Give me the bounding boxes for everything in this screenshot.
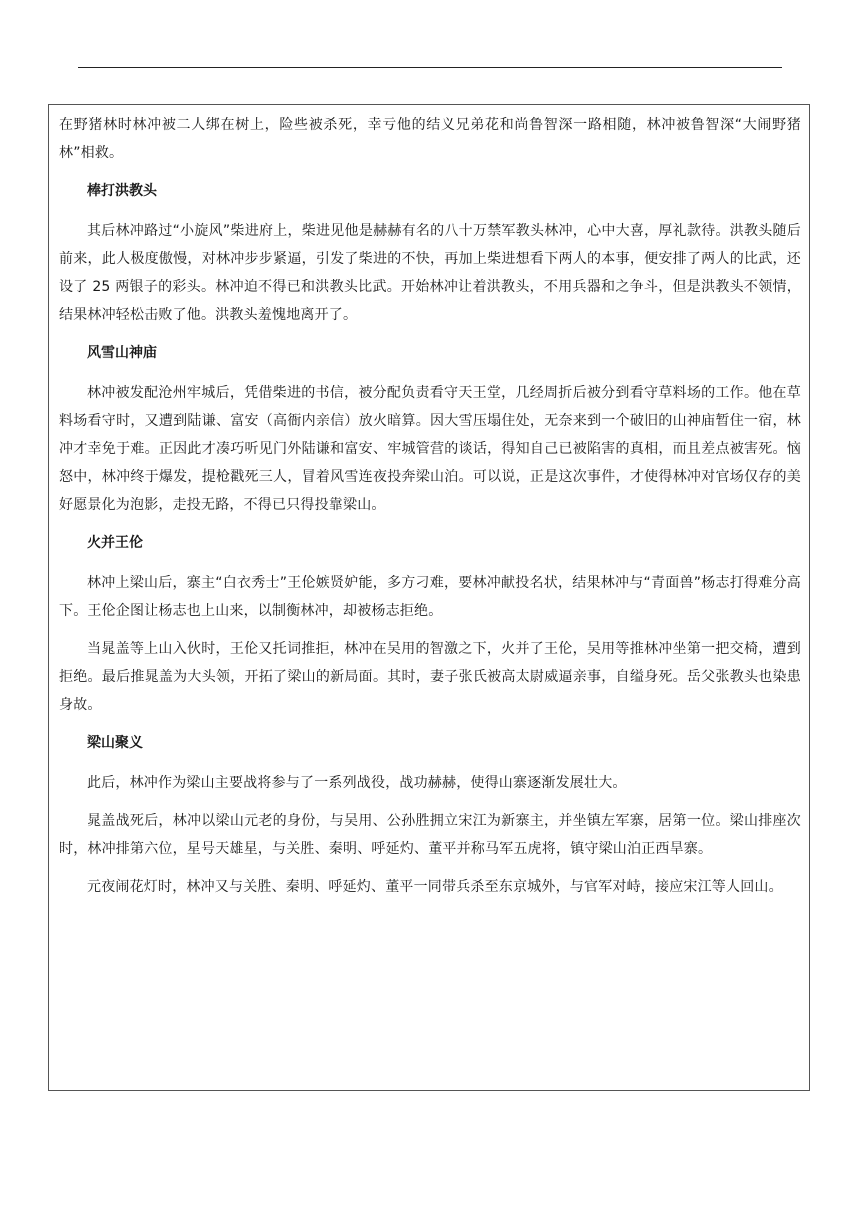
- paragraph-wang-lun-1: 林冲上梁山后，寨主“白衣秀士”王伦嫉贤妒能，多方刁难，要林冲献投名状，结果林冲与“青面兽”杨志打得难分高下。王伦企图让杨志也上山来，以制衡林冲，却被杨志拒绝。: [59, 575, 801, 619]
- section-heading-mountain-temple: 风雪山神庙: [87, 345, 157, 361]
- content-body: [59, 111, 801, 911]
- paragraph-mountain-temple: 林冲被发配沧州牢城后，凭借柴进的书信，被分配负责看守天王堂，几经周折后被分到看守草料场的工作。他在草料场看守时，又遭到陆谦、富安（高衙内亲信）放火暗算。因大雪压塌住处，无奈来到一个破旧的山神庙暂住一宿，林冲才幸免于难。正因此才凑巧听见门外陆谦和富安、牢城管营的谈话，得知自己已被陷害的真相，而且差点被害死。恼怒中，林冲终于爆发，提枪戳死三人，冒着风雪连夜投奔梁山泊。可以说，正是这次事件，才使得林冲对官场仅存的美好愿景化为泡影，走投无路，不得已只得投靠梁山。: [59, 385, 801, 513]
- section-heading-wang-lun: 火并王伦: [87, 535, 143, 551]
- header-rule: [78, 67, 782, 68]
- paragraph-liangshan-3: 元夜闹花灯时，林冲又与关胜、秦明、呼延灼、董平一同带兵杀至东京城外，与官军对峙，接应宋江等人回山。: [87, 879, 783, 895]
- content-box: [48, 104, 810, 1091]
- paragraph-wang-lun-2: 当晁盖等上山入伙时，王伦又托词推拒，林冲在吴用的智激之下，火并了王伦，吴用等推林冲坐第一把交椅，遭到拒绝。最后推晁盖为大头领，开拓了梁山的新局面。其时，妻子张氏被高太尉威逼亲事，自缢身死。岳父张教头也染患身故。: [59, 641, 801, 713]
- paragraph-wild-boar-forest: 在野猪林时林冲被二人绑在树上，险些被杀死，幸亏他的结义兄弟花和尚鲁智深一路相随，林冲被鲁智深“大闹野猪林”相救。: [59, 117, 801, 161]
- paragraph-liangshan-1: 此后，林冲作为梁山主要战将参与了一系列战役，战功赫赫，使得山寨逐渐发展壮大。: [87, 775, 627, 791]
- paragraph-liangshan-2: 晁盖战死后，林冲以梁山元老的身份，与吴用、公孙胜拥立宋江为新寨主，并坐镇左军寨，居第一位。梁山排座次时，林冲排第六位，星号天雄星，与关胜、秦明、呼延灼、董平并称马军五虎将，镇守梁山泊正西旱寨。: [59, 813, 801, 857]
- section-heading-liangshan: 梁山聚义: [87, 735, 143, 751]
- section-heading-hong-jiaotou: 棒打洪教头: [87, 183, 157, 199]
- paragraph-hong-jiaotou: 其后林冲路过“小旋风”柴进府上，柴进见他是赫赫有名的八十万禁军教头林冲，心中大喜，厚礼款待。洪教头随后前来，此人极度傲慢，对林冲步步紧逼，引发了柴进的不快，再加上柴进想看下两人的本事，便安排了两人的比武，还设了 25 两银子的彩头。林冲迫不得已和洪教头比武。开始林冲让着洪教头，不用兵器和之争斗，但是洪教头不领情，结果林冲轻松击败了他。洪教头羞愧地离开了。: [59, 223, 801, 323]
